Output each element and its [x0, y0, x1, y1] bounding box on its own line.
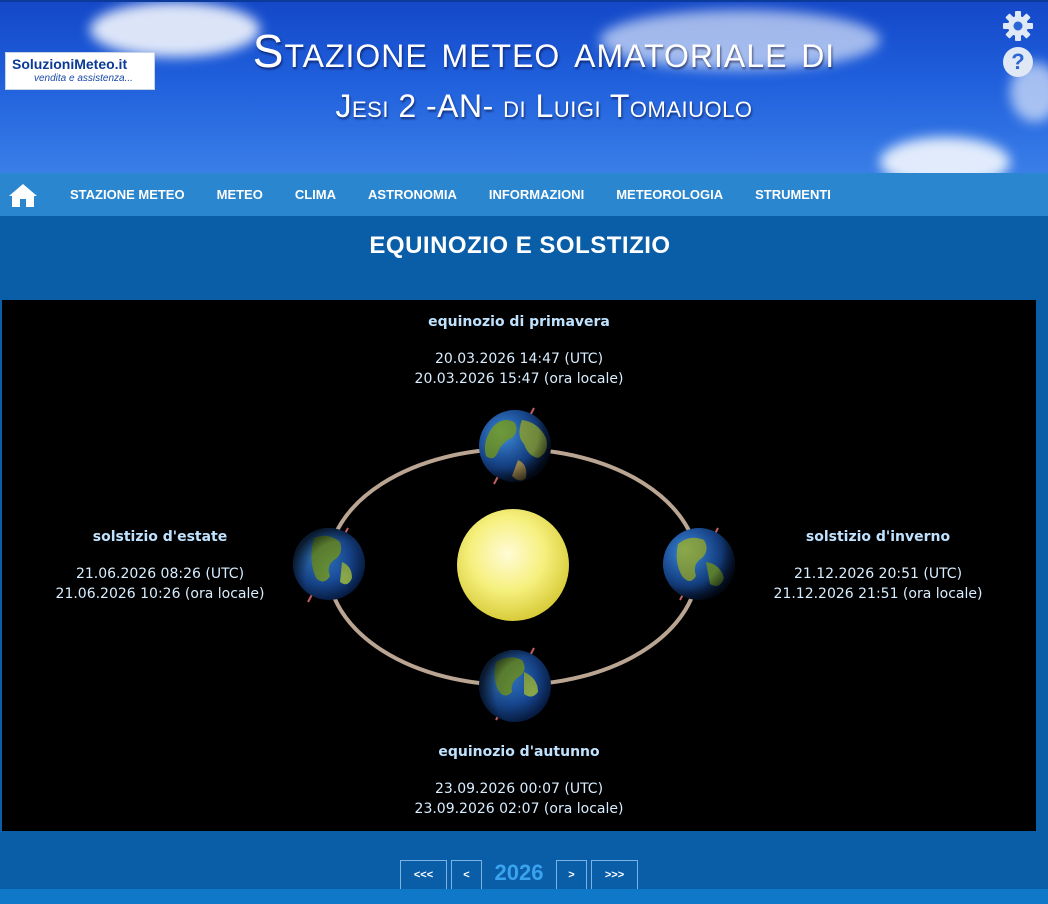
- main-nav: [0, 173, 1048, 216]
- event-name: equinozio di primavera: [428, 314, 610, 330]
- event-time-local: 21.12.2026 21:51 (ora locale): [773, 586, 983, 602]
- site-subtitle: Jesi 2 -AN- di Luigi Tomaiuolo: [335, 88, 753, 124]
- event-time-local: 21.06.2026 10:26 (ora locale): [55, 586, 265, 602]
- bottom-bar: [0, 889, 1048, 904]
- earth-summer: [293, 528, 365, 602]
- nav-item-stazione-meteo[interactable]: STAZIONE METEO: [70, 187, 185, 202]
- prev-year-button[interactable]: <: [451, 860, 482, 890]
- nav-item-meteo[interactable]: METEO: [216, 187, 263, 202]
- nav-item-astronomia[interactable]: ASTRONOMIA: [368, 187, 457, 202]
- svg-text:?: ?: [1011, 49, 1025, 74]
- help-icon[interactable]: [1002, 46, 1034, 78]
- event-time-local: 23.09.2026 02:07 (ora locale): [414, 801, 624, 817]
- event-time-utc: 23.09.2026 00:07 (UTC): [434, 781, 604, 797]
- earth-autumn: [469, 640, 561, 732]
- event-time-utc: 21.12.2026 20:51 (UTC): [793, 566, 963, 582]
- page-title: EQUINOZIO E SOLSTIZIO: [369, 232, 671, 259]
- event-time-utc: 21.06.2026 08:26 (UTC): [75, 566, 245, 582]
- event-name: equinozio d'autunno: [438, 744, 600, 760]
- next-year-button[interactable]: >: [556, 860, 587, 890]
- event-time-utc: 20.03.2026 14:47 (UTC): [434, 351, 604, 367]
- home-icon[interactable]: [8, 182, 38, 208]
- event-time-local: 20.03.2026 15:47 (ora locale): [414, 371, 624, 387]
- nav-item-informazioni[interactable]: INFORMAZIONI: [488, 187, 585, 202]
- event-spring-equinox: [364, 312, 674, 389]
- sun: [457, 509, 569, 621]
- event-name: solstizio d'estate: [92, 529, 228, 545]
- logo-subtext: vendita e assistenza...: [34, 73, 133, 84]
- nav-item-strumenti[interactable]: STRUMENTI: [755, 187, 831, 202]
- current-year: 2026: [494, 860, 544, 885]
- cloud: [880, 137, 1010, 173]
- event-summer-solstice: [22, 527, 298, 604]
- logo-text: SoluzioniMeteo.it: [12, 56, 128, 72]
- side-strip: [1036, 216, 1048, 889]
- event-winter-solstice: [740, 527, 1016, 604]
- last-year-button[interactable]: >>>: [591, 860, 638, 890]
- nav-item-clima[interactable]: CLIMA: [294, 187, 337, 202]
- earth-spring: [479, 408, 551, 484]
- site-title: Stazione meteo amatoriale di: [252, 25, 836, 77]
- nav-item-meteorologia[interactable]: METEOROLOGIA: [616, 187, 724, 202]
- site-header: [0, 0, 1048, 173]
- earth-winter: [663, 528, 735, 600]
- first-year-button[interactable]: <<<: [400, 860, 447, 890]
- seasons-diagram: [2, 300, 1036, 831]
- event-autumn-equinox: [364, 742, 674, 819]
- event-name: solstizio d'inverno: [805, 529, 951, 545]
- nav-menu: [70, 173, 863, 216]
- gear-icon[interactable]: [1002, 10, 1034, 42]
